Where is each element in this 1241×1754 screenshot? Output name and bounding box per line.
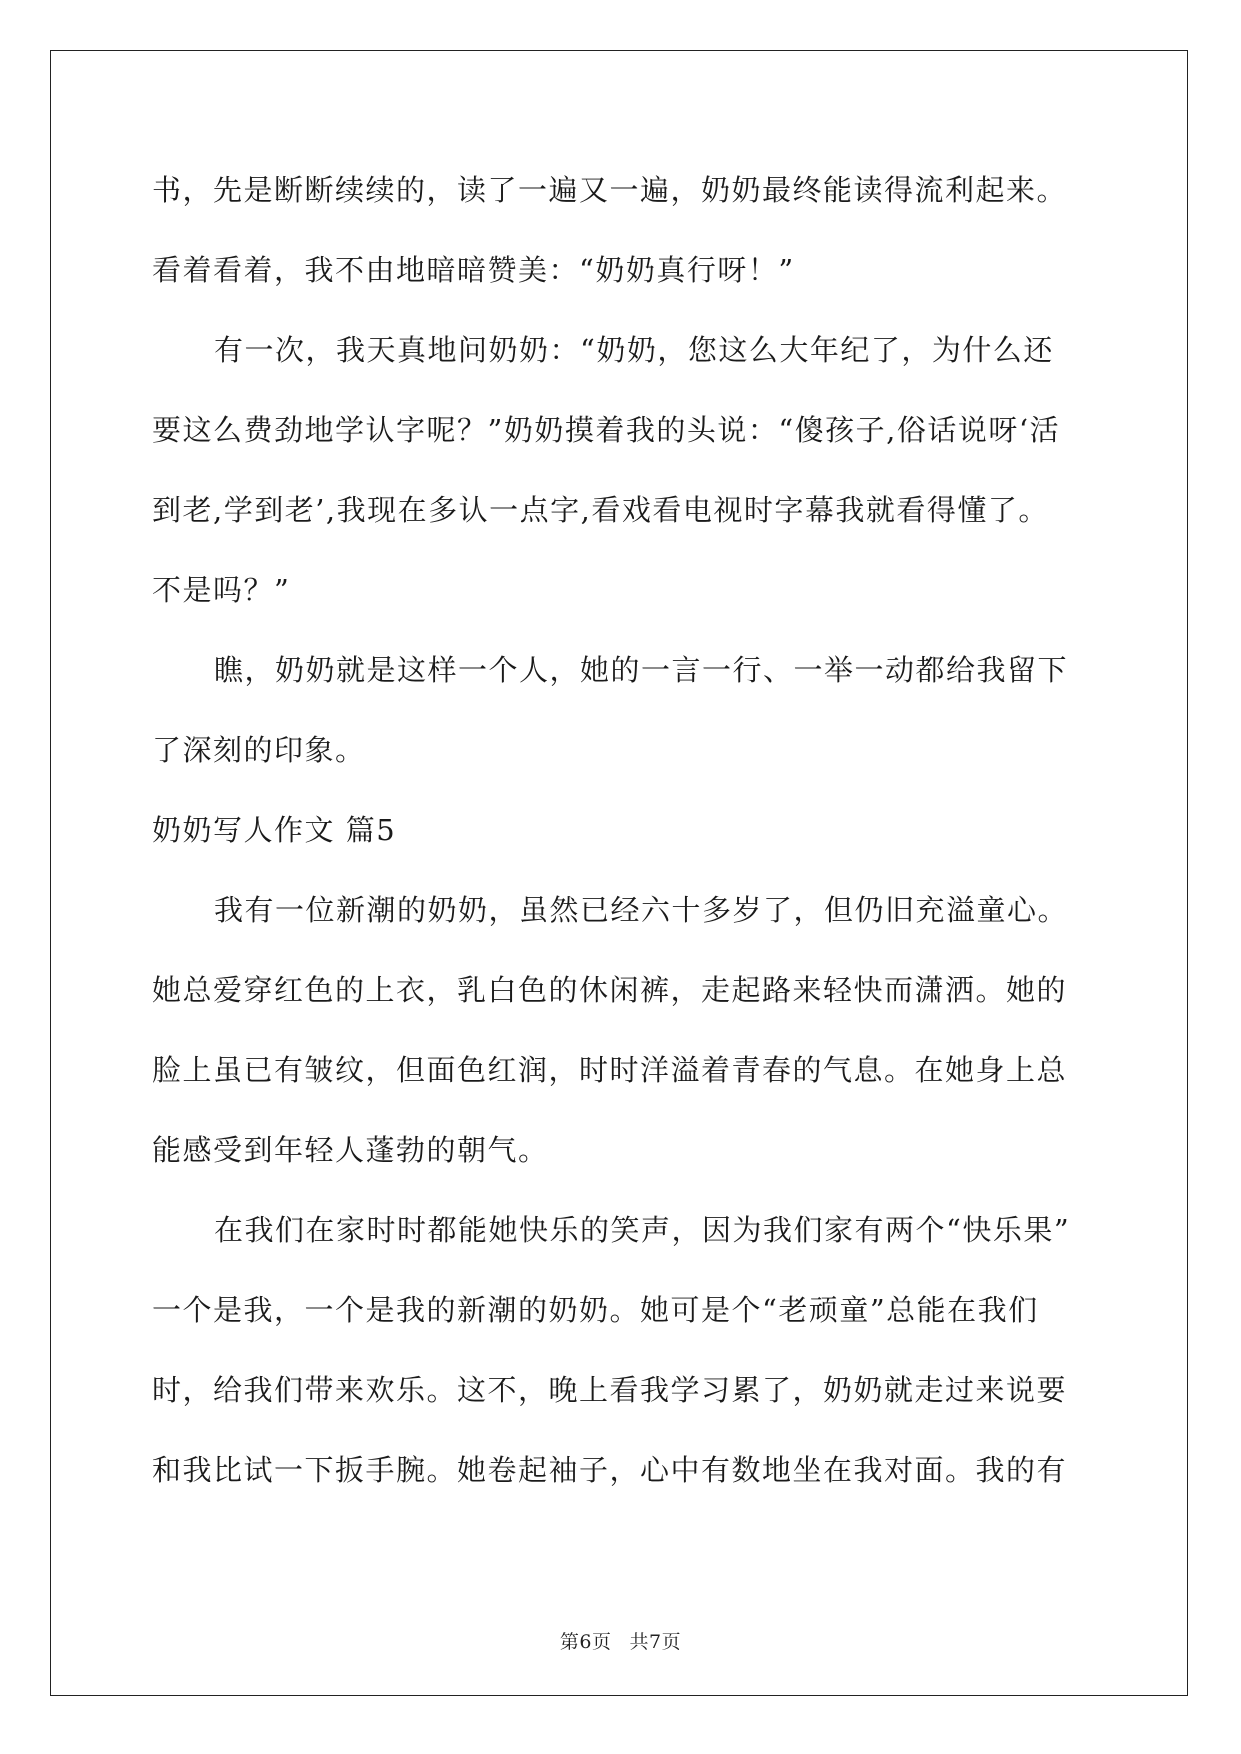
body-line-17: 和我比试一下扳手腕。她卷起袖子，心中有数地坐在我对面。我的有 <box>152 1453 1068 1487</box>
body-line-13: 能感受到年轻人蓬勃的朝气。 <box>152 1133 549 1167</box>
body-line-12: 脸上虽已有皱纹，但面色红润，时时洋溢着青春的气息。在她身上总 <box>152 1053 1068 1087</box>
body-line-2: 看着看着，我不由地暗暗赞美：“奶奶真行呀！” <box>152 253 795 287</box>
body-line-3: 有一次，我天真地问奶奶：“奶奶，您这么大年纪了，为什么还 <box>214 333 1054 367</box>
body-line-7: 瞧，奶奶就是这样一个人，她的一言一行、一举一动都给我留下 <box>214 653 1069 687</box>
page-footer <box>0 1630 1241 1654</box>
body-line-10: 我有一位新潮的奶奶，虽然已经六十多岁了，但仍旧充溢童心。 <box>214 893 1069 927</box>
section-heading: 奶奶写人作文 篇5 <box>152 813 397 847</box>
body-line-11: 她总爱穿红色的上衣，乳白色的休闲裤，走起路来轻快而潇洒。她的 <box>152 973 1068 1007</box>
page-number-current: 第6页 <box>559 1631 612 1653</box>
body-line-8: 了深刻的印象。 <box>152 733 366 767</box>
body-line-16: 时，给我们带来欢乐。这不，晚上看我学习累了，奶奶就走过来说要 <box>152 1373 1068 1407</box>
body-line-4: 要这么费劲地学认字呢？”奶奶摸着我的头说：“傻孩子,俗话说呀‘活 <box>152 413 1061 447</box>
body-line-15: 一个是我，一个是我的新潮的奶奶。她可是个“老顽童”总能在我们 <box>152 1293 1039 1327</box>
page-number-total: 共7页 <box>629 1631 682 1653</box>
body-line-1: 书，先是断断续续的，读了一遍又一遍，奶奶最终能读得流利起来。 <box>152 173 1068 207</box>
body-line-6: 不是吗？” <box>152 573 291 607</box>
body-line-14: 在我们在家时时都能她快乐的笑声，因为我们家有两个“快乐果” <box>214 1213 1071 1247</box>
body-line-5: 到老,学到老’,我现在多认一点字,看戏看电视时字幕我就看得懂了。 <box>152 493 1049 527</box>
